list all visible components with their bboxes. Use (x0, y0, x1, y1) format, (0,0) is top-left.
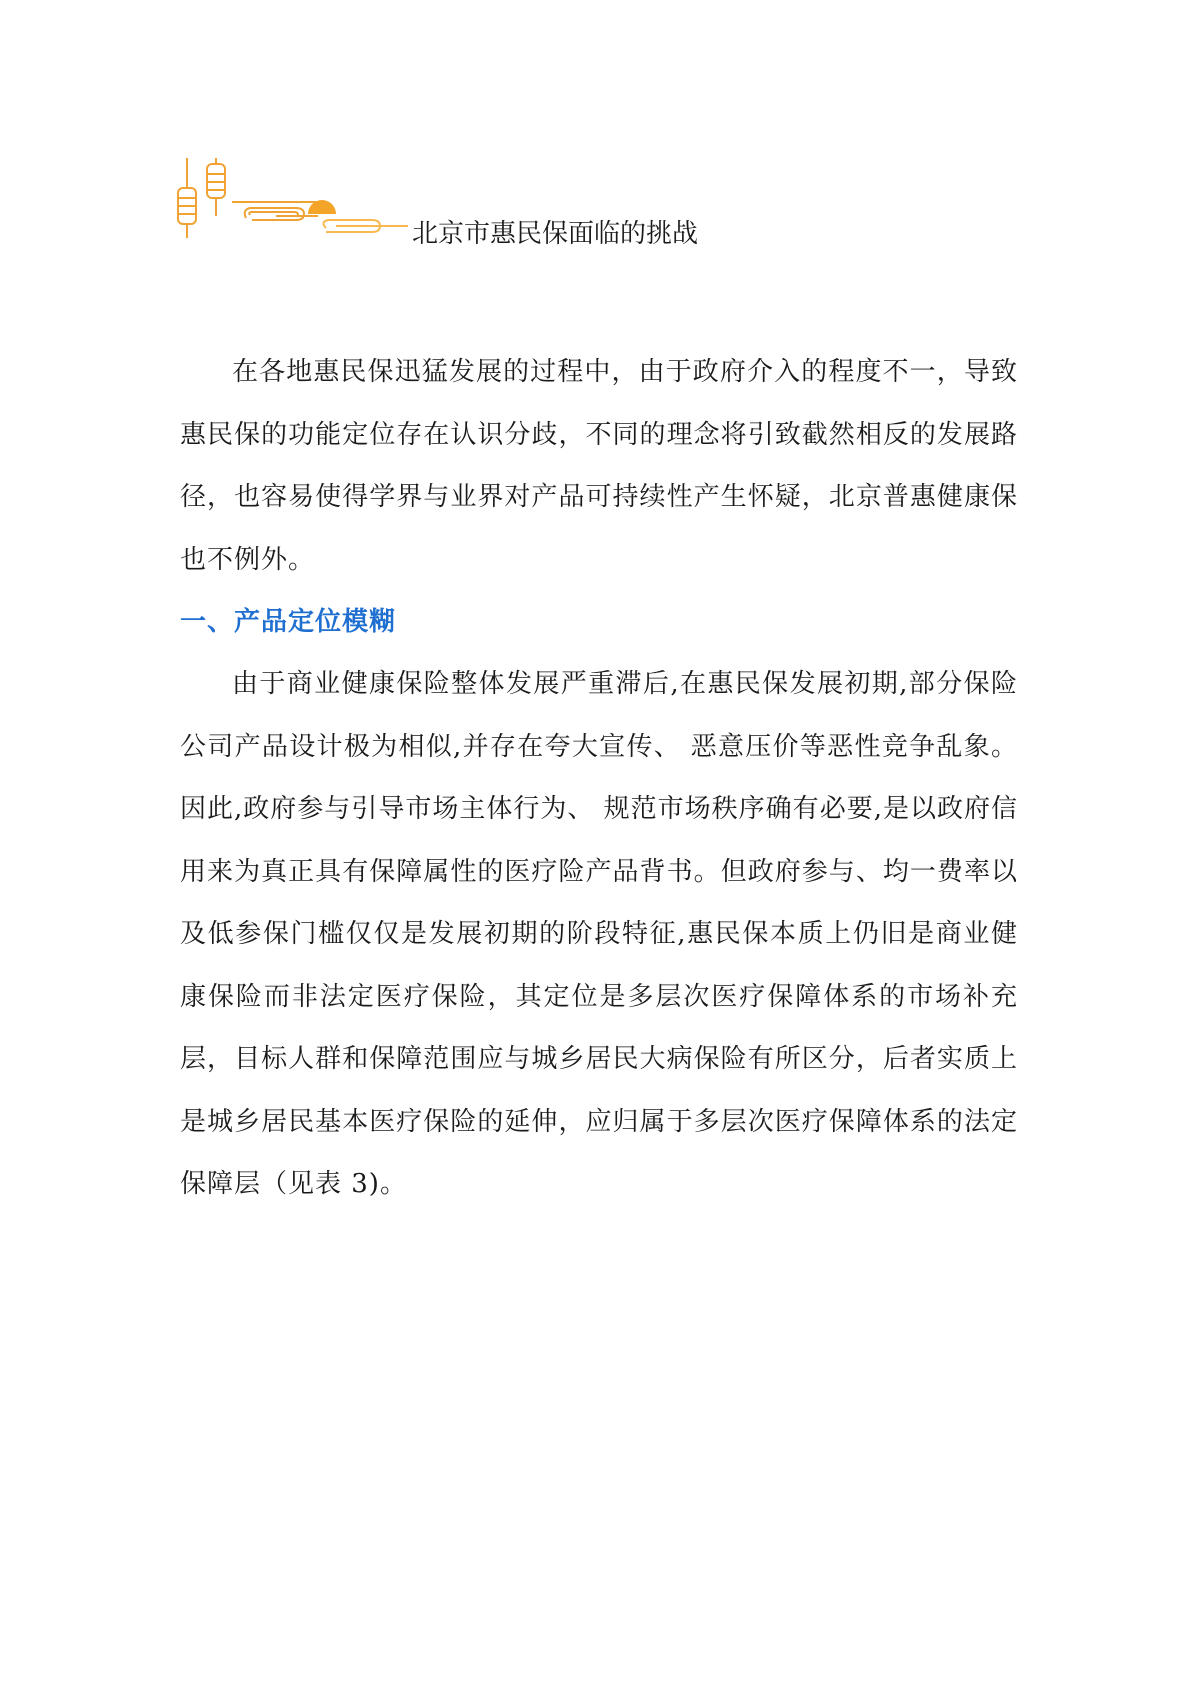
chapter-title: 北京市惠民保面临的挑战 (412, 219, 699, 249)
section-paragraph: 由于商业健康保险整体发展严重滞后,在惠民保发展初期,部分保险公司产品设计极为相似,并存在夸大宣传、 恶意压价等恶性竞争乱象。因此,政府参与引导市场主体行为、 规范市场秩序确有必要,是以政府信用来为真正具有保障属性的医疗险产品背书。但政府参与、均一费率以及低参保门槛仅仅是发展初期的阶段特征,惠民保本质上仍旧是商业健康保险而非法定医疗保险，其定位是多层次医疗保障体系的市场补充层，目标人群和保障范围应与城乡居民大病保险有所区分，后者实质上是城乡居民基本医疗保险的延伸，应归属于多层次医疗保障体系的法定保障层（见表 3)。 (180, 669, 1018, 1199)
intro-paragraph: 在各地惠民保迅猛发展的过程中，由于政府介入的程度不一，导致惠民保的功能定位存在认识分歧，不同的理念将引致截然相反的发展路径，也容易使得学界与业界对产品可持续性产生怀疑，北京普惠健康保也不例外。 (180, 357, 1018, 575)
document-body (180, 341, 1018, 1216)
section-heading: 一、产品定位模糊 (180, 607, 397, 637)
lantern-cloud-ornament-icon (176, 158, 410, 248)
